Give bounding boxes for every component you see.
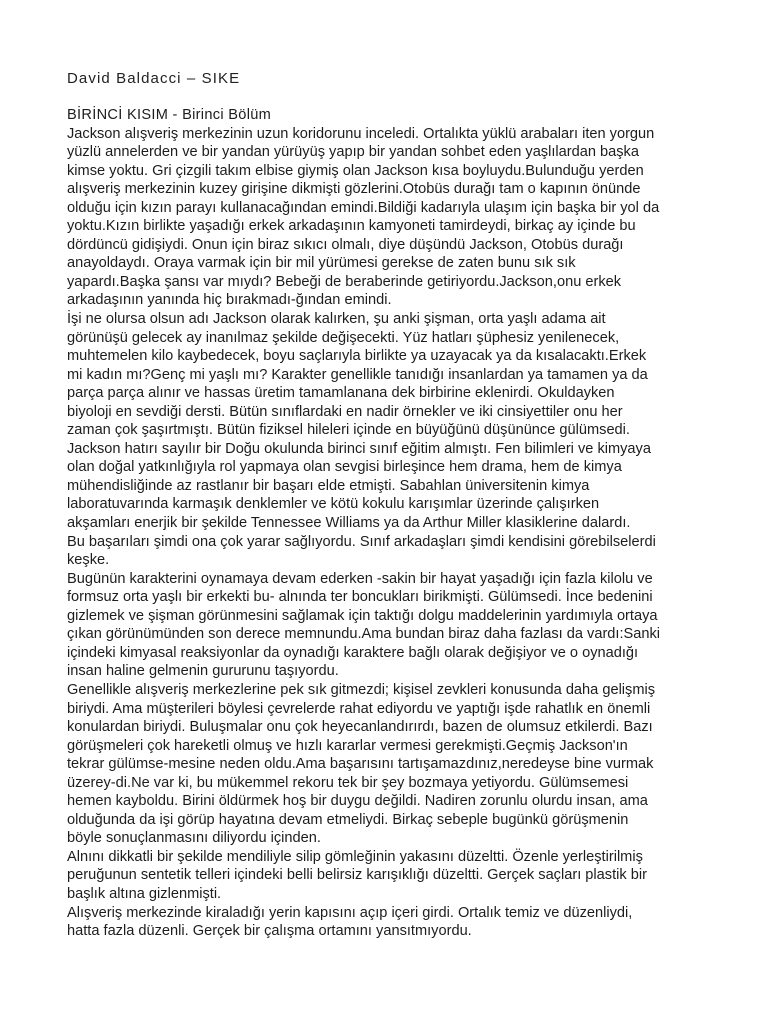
text-line: yoktu.Kızın birlikte yaşadığı erkek arkadaşının kamyoneti tamirdeydi, birkaç ay içinde bu xyxy=(67,218,636,235)
text-line: zaman çok şaşırtmıştı. Bütün fiziksel hileleri içinde en büyüğünü düşününce gülümsedi. xyxy=(67,422,630,439)
text-line: hemen kayboldu. Birini öldürmek hoş bir duygu değildi. Nadiren zorunlu olurdu insan, ama xyxy=(67,793,648,810)
paragraph xyxy=(67,848,757,904)
text-line: içindeki kimyasal reaksiyonlar da oynadığı karaktere bağlı olarak değişiyor ve o oynadığı xyxy=(67,644,639,661)
text-line: böyle sonuçlanmasını diliyordu içinden. xyxy=(67,830,321,847)
document-title: David Baldacci – SIKE xyxy=(67,70,241,87)
text-line: yapardı.Başka şansı var mıydı? Bebeği de beraberinde getiriyordu.Jackson,onu erkek xyxy=(67,273,622,290)
paragraph xyxy=(67,310,757,570)
text-line: üzerey-di.Ne var ki, bu mükemmel rekoru tek bir şey bozmaya yetiyordu. Gülümsemesi xyxy=(67,774,629,791)
paragraph xyxy=(67,570,757,681)
text-line: görünüşü gelecek ay inanılmaz şekilde değişecekti. Yüz hatları şüphesiz yenilenecek, xyxy=(67,329,620,346)
text-line: yüzlü annelerden ve bir yandan yürüyüş yapıp bir yandan sohbet eden yaşlılardan başka xyxy=(67,144,639,161)
text-line: Genellikle alışveriş merkezlerine pek sık gitmezdi; kişisel zevkleri konusunda daha gelişmiş xyxy=(67,681,656,698)
text-line: kimse yoktu. Gri çizgili takım elbise giymiş olan Jackson kısa boyluydu.Bulunduğu yerden xyxy=(67,162,644,179)
text-line: Bu başarıları şimdi ona çok yarar sağlıyordu. Sınıf arkadaşları şimdi kendisini görebilselerdi xyxy=(67,533,656,550)
text-line: Jackson hatırı sayılır bir Doğu okulunda birinci sınıf eğitim almıştı. Fen bilimleri ve kimyaya xyxy=(67,440,651,457)
paragraph xyxy=(67,681,757,848)
text-line: mi kadın mı?Genç mi yaşlı mı? Karakter genellikle tanıdığı insanlardan ya tamamen ya da xyxy=(67,366,648,383)
text-line: İşi ne olursa olsun adı Jackson olarak kalırken, şu anki şişman, orta yaşlı adama ait xyxy=(67,311,606,328)
text-line: hatta fazla düzenli. Gerçek bir çalışma ortamını yansıtmıyordu. xyxy=(67,923,472,940)
text-line: olduğu için kızın parayı kullanacağından emindi.Bildiği kadarıyla ulaşım için başka bir yol da xyxy=(67,199,660,216)
paragraph xyxy=(67,904,757,941)
text-line: Bugünün karakterini oynamaya devam ederken -sakin bir hayat yaşadığı için fazla kilolu ve xyxy=(67,570,653,587)
text-line: akşamları enerjik bir şekilde Tennessee Williams ya da Arthur Miller klasiklerine dalardı. xyxy=(67,515,631,532)
text-line: Alışveriş merkezinde kiraladığı yerin kapısını açıp içeri girdi. Ortalık temiz ve düzenliydi, xyxy=(67,904,633,921)
paragraph xyxy=(67,125,757,310)
text-line: Alnını dikkatli bir şekilde mendiliyle silip gömleğinin yakasını düzeltti. Özenle yerleştirilmiş xyxy=(67,848,643,865)
text-line: biyoloji en sevdiği dersti. Bütün sınıflardaki en nadir örnekler ve iki cinsiyettiler onu her xyxy=(67,403,623,420)
text-line: alışveriş merkezinin kuzey girişine dikmişti gözlerini.Otobüs durağı tam o kapının önünde xyxy=(67,181,641,198)
text-line: biriydi. Ama müşterileri böylesi çevrelerde rahat ediyordu ve yaptığı işde rahatlık en önemli xyxy=(67,700,651,717)
text-line: tekrar gülümse-mesine neden oldu.Ama başarısını tartışamazdınız,neredeyse bine vurmak xyxy=(67,756,654,773)
text-line: olduğunda da işi görüp hayatına devam etmeliydi. Birkaç sebeple bugünkü görüşmenin xyxy=(67,811,629,828)
text-line: Jackson alışveriş merkezinin uzun koridorunu inceledi. Ortalıkta yüklü arabaları iten yorgun xyxy=(67,125,655,142)
text-line: mühendisliğinde az rastlanır bir başarı elde etmişti. Sabahlan üniversitenin kimya xyxy=(67,477,590,494)
text-line: laboratuvarında karmaşık denklemler ve kötü kokulu karışımlar üzerinde çalışırken xyxy=(67,496,600,513)
text-line: görüşmeleri çok hareketli olmuş ve hızlı kararlar vermesi gerekmişti.Geçmiş Jackson'ın xyxy=(67,737,628,754)
text-line: anayoldaydı. Oraya varmak için bir mil yürümesi gerekse de zaten bunu sık sık xyxy=(67,255,576,272)
text-line: keşke. xyxy=(67,552,110,569)
text-line: muhtemelen kilo kaybedecek, boyu saçlarıyla birlikte ya uzayacak ya da kısalacaktı.Erkek xyxy=(67,348,647,365)
text-line: parça parça alınır ve hassas üretim tamamlanana dek birbirine eklenirdi. Okuldayken xyxy=(67,385,615,402)
text-line: olan doğal yatkınlığıyla rol yapmaya olan sevgisi birleşince hem drama, hem de kimya xyxy=(67,459,622,476)
text-line: formsuz orta yaşlı bir erkekti bu- alnında ter boncukları birikmişti. Gülümsedi. İnce bedenini xyxy=(67,589,653,606)
text-line: dördüncü gidişiydi. Onun için biraz sıkıcı olmalı, diye düşündü Jackson, Otobüs durağı xyxy=(67,236,624,253)
text-line: arkadaşının yanında hiç bırakmadı-ğından emindi. xyxy=(67,292,392,309)
text-line: çıkan görünümünden son derece memnundu.Ama bundan biraz daha fazlası da vardı:Sanki xyxy=(67,626,661,643)
text-line: gizlemek ve şişman görünmesini sağlamak için taktığı dolgu maddelerinin yardımıyla ortaya xyxy=(67,607,658,624)
text-line: insan haline gelmenin gururunu taşıyordu. xyxy=(67,663,339,680)
text-line: başlık altına gizlenmişti. xyxy=(67,885,222,902)
document-body xyxy=(67,106,757,941)
text-line: konulardan biriydi. Buluşmalar onu çok heyecanlandırırdı, bazen de olumsuz etkilerdi. Bazı xyxy=(67,719,653,736)
chapter-heading: BİRİNCİ KISIM - Birinci Bölüm xyxy=(67,107,272,123)
text-line: peruğunun sentetik telleri içindeki belli belirsiz karışıklığı düzeltti. Gerçek saçları plastik bir xyxy=(67,867,647,884)
